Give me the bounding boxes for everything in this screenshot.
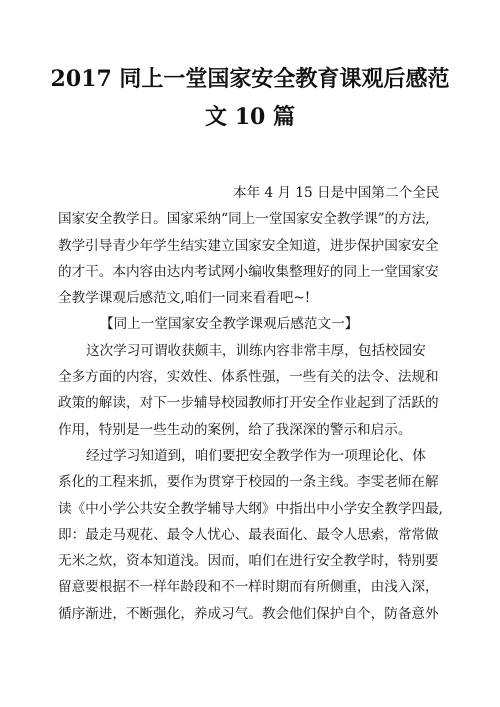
paragraph-line: 无米之炊，资本知道浅。因而，咱们在进行安全教学时，特别要: [58, 553, 439, 570]
paragraph-line: 即：最走马观花、最令人忧心、最表面化、最令人思索，常常做: [58, 526, 439, 543]
intro-paragraph: [58, 180, 448, 311]
paragraph-line: 留意要根据不一样年龄段和不一样时期而有所侧重，由浅入深，: [58, 579, 439, 596]
title-line-2: 文 10 篇: [205, 104, 295, 130]
intro-line: 本年 4 月 15 日是中国第二个全民: [233, 185, 440, 201]
document-title: [40, 60, 460, 136]
section-heading: 【同上一堂国家安全教学课观后感范文一】: [100, 316, 359, 333]
paragraph-line: 系化的工程来抓，要作为贯穿于校园的一条主线。李雯老师在解: [58, 474, 439, 491]
intro-line: 教学引导青少年学生结实建立国家安全知道，进步保护国家安全: [58, 237, 439, 254]
paragraph-line: 政策的解读，对下一步辅导校园教师打开安全作业起到了活跃的: [58, 395, 439, 412]
paragraph-line: 经过学习知道到，咱们要把安全教学作为一项理论化、体: [86, 447, 426, 464]
intro-line: 全教学课观后感范文,咱们一同来看看吧~!: [58, 290, 311, 307]
paragraph-line: 这次学习可谓收获颇丰，训练内容非常丰厚，包括校园安: [86, 342, 426, 359]
title-line-1: 2017 同上一堂国家安全教育课观后感范: [50, 66, 450, 92]
paragraph-line: 循序渐进，不断强化，养成习气。教会他们保护自个，防备意外: [58, 605, 439, 622]
document-body: [58, 180, 448, 627]
paragraph-2: [58, 443, 448, 627]
intro-line: 的才干。本内容由达内考试网小编收集整理好的同上一堂国家安: [58, 263, 439, 280]
paragraph-1: [58, 338, 448, 443]
intro-line: 国家安全教学日。国家采纳“同上一堂国家安全教学课”的方法,: [58, 211, 430, 228]
paragraph-line: 读《中小学公共安全教学辅导大纲》中指出中小学安全教学四最,: [58, 500, 443, 517]
paragraph-line: 作用，特别是一些生动的案例，给了我深深的警示和启示。: [58, 421, 412, 438]
paragraph-line: 全多方面的内容，实效性、体系性强，一些有关的法令、法规和: [58, 369, 439, 386]
